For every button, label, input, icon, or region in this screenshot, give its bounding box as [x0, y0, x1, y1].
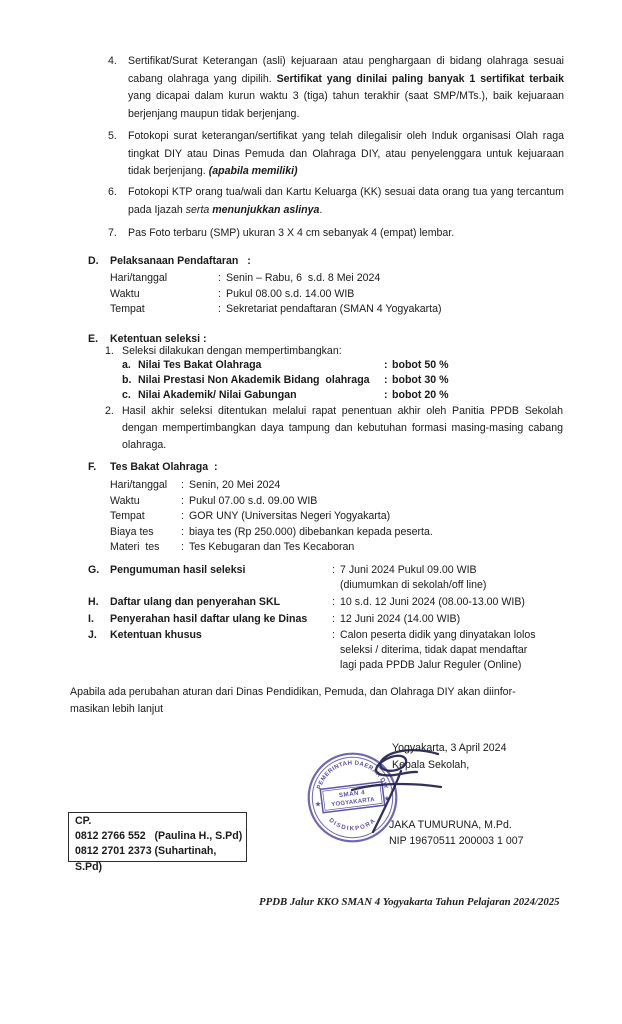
section-f-heading: F. Tes Bakat Olahraga : [88, 461, 218, 473]
list-item-6 [108, 184, 564, 219]
section-i-row: I. Penyerahan hasil daftar ulang ke Dinas : 12 Juni 2024 (14.00 WIB) [88, 613, 461, 625]
kv-row: Waktu : Pukul 08.00 s.d. 14.00 WIB [110, 287, 355, 300]
kv-row: Hari/tanggal : Senin, 20 Mei 2024 [110, 479, 281, 491]
section-e-point1: 1. Seleksi dilakukan dengan mempertimbangkan: [105, 345, 342, 357]
list-item-text: Pas Foto terbaru (SMP) ukuran 3 X 4 cm sebanyak 4 (empat) lembar. [128, 227, 455, 239]
closing-note: Apabila ada perubahan aturan dari Dinas Pendidikan, Pemuda, dan Olahraga DIY akan diinfor- masikan lebih lanjut [70, 686, 516, 716]
list-item-4 [108, 53, 564, 123]
section-j-row: J. Ketentuan khusus : Calon peserta didik yang dinyatakan lolos seleksi / diterima, tidak dapat mendaftar lagi pada PPDB Jalur Reguler (Online) [88, 629, 536, 672]
signature-place-date: Yogyakarta, 3 April 2024 Kepala Sekolah, [392, 742, 507, 771]
kv-row: Hari/tanggal : Senin – Rabu, 6 s.d. 8 Mei 2024 [110, 272, 381, 284]
signatory [389, 818, 524, 849]
kv-row: Tempat : Sekretariat pendaftaran (SMAN 4 Yogyakarta) [110, 303, 442, 316]
section-d-heading: D. Pelaksanaan Pendaftaran : [88, 255, 251, 267]
section-f-rows [110, 478, 433, 556]
star-icon: ★ [314, 799, 322, 809]
section-e-heading: E. Ketentuan seleksi : [88, 333, 207, 345]
section-e-point2: 2. Hasil akhir seleksi ditentukan melalui rapat penentuan akhir oleh Panitia PPDB Sekolah dengan mempertimbangkan daya tampung dan kebutuhan formasi masing-masing cabang olahraga. [105, 405, 563, 452]
criteria-row: a. Nilai Tes Bakat Olahraga : bobot 50 % [122, 359, 449, 371]
signatory-nip: NIP 19670511 200003 1 007 [389, 834, 524, 847]
page-footer: PPDB Jalur KKO SMAN 4 Yogyakarta Tahun Pelajaran 2024/2025 [259, 896, 560, 908]
signatory-name: JAKA TUMURUNA, M.Pd. [389, 819, 512, 831]
stamp-top-arc-text: PEMERINTAH DAERAH DIY [315, 759, 390, 791]
cp-title: CP. [75, 815, 92, 827]
star-icon: ★ [383, 794, 391, 803]
stamp-school-line1: SMAN 4 [338, 789, 366, 800]
section-g-row: G. Pengumuman hasil seleksi : 7 Juni 2024 Pukul 09.00 WIB (diumumkan di sekolah/off line) [88, 564, 487, 592]
cp-line: 0812 2766 552 (Paulina H., S.Pd) [75, 830, 243, 843]
list-number: 4. [108, 55, 117, 67]
list-item-5 [108, 128, 564, 181]
section-h-row: H. Daftar ulang dan penyerahan SKL : 10 s.d. 12 Juni 2024 (08.00-13.00 WIB) [88, 596, 525, 608]
list-item-text: Sertifikat/Surat Keterangan (asli) kejuaraan atau penghargaan di bidang olahraga sesuai cabang olahraga yang dipilih. Sertifikat yang dinilai paling banyak 1 sertifikat terbaik yang dicapai dalam kurun waktu 3 (tiga) tahun terakhir (saat SMP/MTs.), baik kejuaraan berjenjang maupun tidak berjenjang. [128, 55, 565, 120]
stamp-bottom-arc-text: DISDIKPORA [327, 816, 378, 833]
section-d-rows [110, 271, 442, 318]
contact-person-box [68, 812, 247, 873]
list-item-text: Fotokopi surat keterangan/sertifikat yang telah dilegalisir oleh Induk organisasi Olah raga tingkat DIY atau Dinas Pemuda dan Olahraga DIY, atau penyelenggara untuk kejuaraan tidak berjenjang. (apabila memiliki) [128, 130, 564, 178]
section-e-criteria [122, 358, 449, 404]
list-number: 5. [108, 130, 117, 142]
list-item-7 [108, 225, 564, 243]
stamp-school-line2: YOGYAKARTA [331, 796, 376, 809]
criteria-row: c. Nilai Akademik/ Nilai Gabungan : bobot 20 % [122, 389, 449, 402]
list-item-text: Fotokopi KTP orang tua/wali dan Kartu Keluarga (KK) sesuai data orang tua yang tercantum pada Ijazah serta menunjukkan aslinya. [128, 186, 564, 216]
criteria-row: b. Nilai Prestasi Non Akademik Bidang olahraga : bobot 30 % [122, 374, 449, 387]
kv-row: Biaya tes : biaya tes (Rp 250.000) dibebankan kepada peserta. [110, 525, 433, 538]
kv-row: Materi tes : Tes Kebugaran dan Tes Kecaboran [110, 541, 355, 554]
list-number: 7. [108, 227, 117, 239]
kv-row: Waktu : Pukul 07.00 s.d. 09.00 WIB [110, 494, 318, 507]
list-number: 6. [108, 186, 117, 198]
kv-row: Tempat : GOR UNY (Universitas Negeri Yogyakarta) [110, 510, 391, 523]
cp-line: 0812 2701 2373 (Suhartinah, S.Pd) [75, 845, 220, 873]
